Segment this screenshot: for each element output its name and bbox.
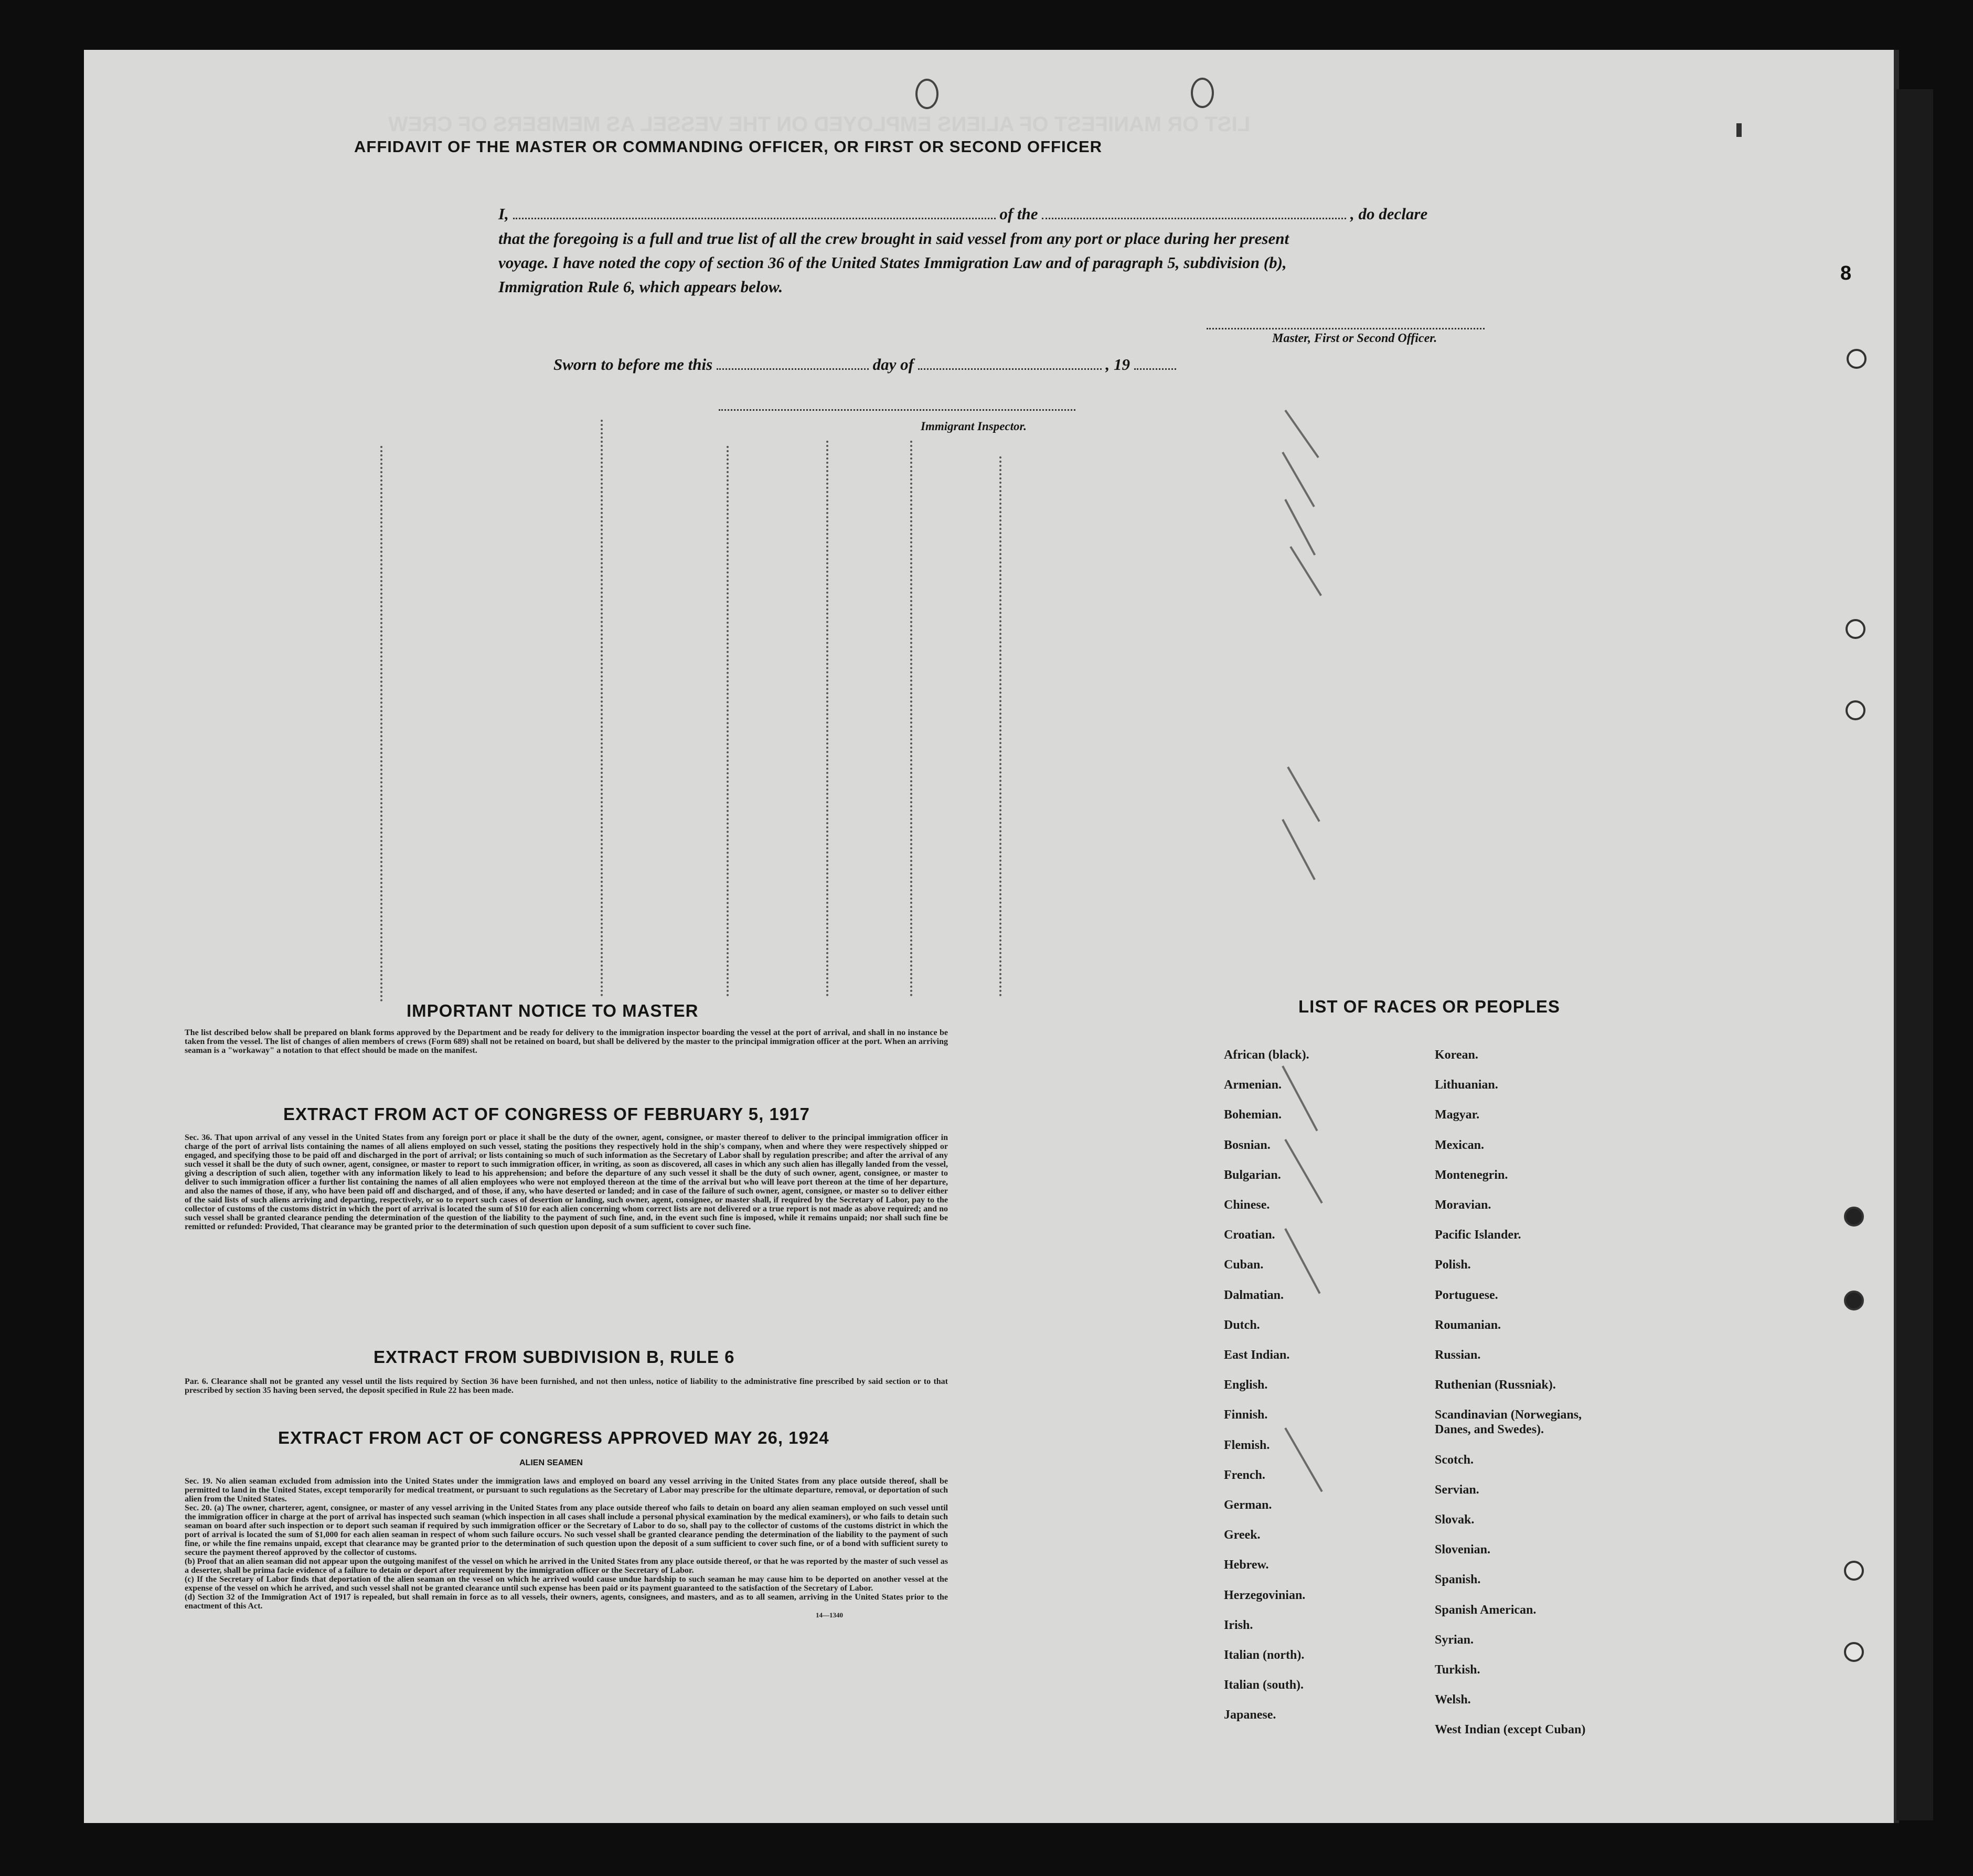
race-item: Danes, and Swedes). <box>1435 1423 1544 1437</box>
column-rule-4 <box>826 441 828 997</box>
sec-19-text: Sec. 19. No alien seaman excluded from admission into the United States under the immigration laws and employed on board any vessel arriving in the United States from any place outside thereof, shall be permitted to land in the United States, except temporarily for medical treatment, or pursuant to such regulations as the Secretary of Labor may prescribe for the ultimate departure, removal, or deportation of such alien from the United States. <box>185 1477 948 1504</box>
race-item: Dutch. <box>1224 1318 1260 1332</box>
punch-hole <box>1844 1561 1864 1581</box>
race-item: East Indian. <box>1224 1348 1290 1362</box>
race-item: Servian. <box>1435 1483 1479 1497</box>
race-item: Italian (south). <box>1224 1678 1304 1692</box>
vessel-field[interactable] <box>1042 214 1346 219</box>
race-item: German. <box>1224 1498 1272 1512</box>
day-of-text: day of <box>872 355 914 374</box>
race-item: Italian (north). <box>1224 1648 1305 1662</box>
race-item: Hebrew. <box>1224 1558 1269 1572</box>
sec-20c-text: (c) If the Secretary of Labor finds that deportation of the alien seaman on the vessel on which he arrived would cause undue hardship to such seaman he may cause him to be deported on another vessel at the expense of the vessel on which he arrived, and such vessel shall not be granted clearance until such expense has been paid or its payment guaranteed to the satisfaction of the Secretary of Labor. <box>185 1575 948 1593</box>
punch-hole <box>1844 1642 1864 1662</box>
column-rule-3 <box>727 446 729 997</box>
race-item: Irish. <box>1224 1618 1253 1632</box>
race-item: Moravian. <box>1435 1198 1491 1212</box>
race-item: Roumanian. <box>1435 1318 1501 1332</box>
race-item: Turkish. <box>1435 1663 1480 1677</box>
race-item: Spanish American. <box>1435 1603 1537 1617</box>
inspector-line[interactable] <box>719 409 1075 411</box>
sec-20a-text: Sec. 20. (a) The owner, charterer, agent, consignee, or master of any vessel arriving in the United States from any place outside thereof who fails to detain on board any alien seaman employed on such vessel until the immigration officer in charge at the port of arrival has inspected such seaman (which inspection in all cases shall include a personal physical examination by the medical examiners), or who fails to detain such seaman on board after such inspection or to deport such seaman if required by such immigration officer or the Secretary of Labor to do so, shall pay to the collector of customs of the customs district in which the port of arrival is located the sum of $1,000 for each alien seaman in respect of whom such failure occurs. No such vessel shall be granted clearance pending the determination of the liability to the payment of such fine, or while the fine remains unpaid, except that clearance may be granted prior to the determination of such question upon the deposit of a sum sufficient to cover such fine, or of a bond with sufficient surety to secure the payment thereof approved by the collector of customs. <box>185 1504 948 1557</box>
race-item: Pacific Islander. <box>1435 1228 1521 1242</box>
race-item: Lithuanian. <box>1435 1078 1498 1092</box>
extract-rule6-text: Par. 6. Clearance shall not be granted any vessel until the lists required by Section 36 have been furnished, and not then unless, notice of liability to the administrative fine prescribed by said section or to that prescribed by section 35 having been served, the deposit specified in Rule 22 has been made. <box>185 1377 948 1395</box>
affidavit-line-2: that the foregoing is a full and true list of all the crew brought in said vessel from any port or place during her present <box>498 229 1289 248</box>
race-item: Montenegrin. <box>1435 1168 1508 1182</box>
affidavit-line-1 <box>498 202 1506 226</box>
affidavit-of-the: of the <box>999 205 1038 223</box>
race-item: Cuban. <box>1224 1258 1264 1272</box>
signature-line[interactable] <box>1207 328 1485 329</box>
sworn-day-field[interactable] <box>717 364 869 370</box>
race-item: Bohemian. <box>1224 1108 1282 1122</box>
inspector-label: Immigrant Inspector. <box>921 420 1027 433</box>
race-item: Mexican. <box>1435 1138 1484 1152</box>
affidavit-i: I, <box>498 205 509 223</box>
race-item: West Indian (except Cuban) <box>1435 1723 1586 1737</box>
sec-20d-text: (d) Section 32 of the Immigration Act of 1917 is repealed, but shall remain in force as to all vessels, their owners, agents, consignees, and masters, and as to all seamen, arriving in the United States prior to the enactment of this Act. <box>185 1593 948 1611</box>
punch-hole <box>1844 1291 1864 1310</box>
race-item: Greek. <box>1224 1528 1261 1542</box>
column-rule-1 <box>380 446 382 1002</box>
race-item: Flemish. <box>1224 1438 1270 1452</box>
extract-1917-title: EXTRACT FROM ACT OF CONGRESS OF FEBRUARY 5, 1917 <box>283 1104 810 1124</box>
extract-1924-body <box>185 1477 948 1619</box>
race-item: Spanish. <box>1435 1573 1481 1587</box>
punch-hole <box>1846 619 1865 639</box>
column-rule-2 <box>601 420 603 997</box>
sworn-year-field[interactable] <box>1134 364 1176 370</box>
binding-hole-right <box>1191 78 1214 108</box>
race-item: Dalmatian. <box>1224 1288 1284 1302</box>
race-item: French. <box>1224 1468 1265 1482</box>
affidavit-line-3: voyage. I have noted the copy of section 36 of the United States Immigration Law and of paragraph 5, subdivision (b), <box>498 253 1287 272</box>
race-item: Scandinavian (Norwegians, <box>1435 1408 1582 1422</box>
race-item: African (black). <box>1224 1048 1309 1062</box>
sworn-line <box>553 353 1176 377</box>
punch-hole <box>1844 1207 1864 1227</box>
affidavit-title: AFFIDAVIT OF THE MASTER OR COMMANDING OFFICER, OR FIRST OR SECOND OFFICER <box>354 137 1103 156</box>
form-number: 14—1340 <box>816 1611 843 1619</box>
page-number: 8 <box>1840 262 1852 284</box>
bleed-through-title: LIST OR MANIFEST OF ALIENS EMPLOYED ON THE VESSEL AS MEMBERS OF CREW <box>388 113 1251 136</box>
race-item: Bosnian. <box>1224 1138 1271 1152</box>
notice-text: The list described below shall be prepared on blank forms approved by the Department and be ready for delivery to the immigration inspector boarding the vessel at the port of arrival, and shall in no instance be taken from the vessel. The list of changes of alien members of crews (Form 689) shall not be retained on board, but shall be delivered by the master to the principal immigration officer at the port. When an arriving seaman is a "workaway" a notation to that effect should be made on the manifest. <box>185 1028 948 1055</box>
race-item: Armenian. <box>1224 1078 1282 1092</box>
sec-20b-text: (b) Proof that an alien seaman did not appear upon the outgoing manifest of the vessel on which he arrived in the United States from any place outside thereof, or that he was reported by the master of such vessel as a deserter, shall be prima facie evidence of a failure to detain or deport after requirement by the immigration officer or the Secretary of Labor. <box>185 1557 948 1575</box>
race-item: Japanese. <box>1224 1708 1276 1722</box>
extract-1917-text: Sec. 36. That upon arrival of any vessel in the United States from any foreign port or place it shall be the duty of the owner, agent, consignee, or master thereof to deliver to the principal immigration officer in charge of the port of arrival lists containing the names of all aliens employed on such vessel, stating the positions they respectively hold in the ship's company, when and where they were respectively shipped or engaged, and specifying those to be paid off and discharged in the port of arrival; or lists containing so much of such information as the Secretary of Labor shall by regulation prescribe; and after the arrival of any such vessel it shall be the duty of such owner, agent, consignee, or master to report to such immigration officer, in writing, as soon as discovered, all cases in which any such alien has illegally landed from the vessel, giving a description of such alien, together with any information likely to lead to his apprehension; and before the departure of any such vessel it shall be the duty of such owner, agent, consignee, or master to deliver to such immigration officer a further list containing the names of all alien employees who were not employed thereon at the time of the arrival but who will leave port thereon at the time of her departure, and also the names of those, if any, who have been paid off and discharged, and of those, if any, who have deserted or landed; and in case of the failure of such owner, agent, consignee, or master so to deliver either of the said lists of such aliens arriving and departing, respectively, or so to report such cases of desertion or landing, such owner, agent, consignee, or master shall, if required by the Secretary of Labor, pay to the collector of customs of the customs district in which the port of arrival is located the sum of $10 for each alien concerning whom correct lists are not delivered or a true report is not made as above required; and no such vessel shall be granted clearance pending the determination of the question of the liability to the payment of such fine, and, in the event such fine is imposed, while it remains unpaid; nor shall such fine be remitted or refunded: Provided, That clearance may be granted prior to the determination of such question upon deposit of a sum sufficient to cover such fine. <box>185 1133 948 1231</box>
race-item: Slovak. <box>1435 1513 1475 1527</box>
race-item: Herzegovinian. <box>1224 1588 1306 1602</box>
race-item: Slovenian. <box>1435 1543 1491 1557</box>
year-text: , 19 <box>1105 355 1130 374</box>
sworn-text: Sworn to before me this <box>553 355 713 374</box>
punch-hole <box>1847 349 1867 369</box>
race-item: Magyar. <box>1435 1108 1480 1122</box>
underlying-sheet-edge <box>1896 89 1933 1820</box>
race-item: English. <box>1224 1378 1268 1392</box>
race-item: Portuguese. <box>1435 1288 1498 1302</box>
race-item: Welsh. <box>1435 1693 1471 1707</box>
column-rule-5 <box>910 441 912 997</box>
race-item: Croatian. <box>1224 1228 1275 1242</box>
name-field[interactable] <box>513 214 996 219</box>
race-item: Ruthenian (Russniak). <box>1435 1378 1556 1392</box>
race-item: Bulgarian. <box>1224 1168 1281 1182</box>
binding-hole-left <box>915 79 938 109</box>
notice-title: IMPORTANT NOTICE TO MASTER <box>407 1001 699 1020</box>
ink-mark <box>1736 123 1742 137</box>
race-item: Russian. <box>1435 1348 1481 1362</box>
race-item: Finnish. <box>1224 1408 1268 1422</box>
extract-rule6-title: EXTRACT FROM SUBDIVISION B, RULE 6 <box>374 1347 735 1367</box>
races-title: LIST OF RACES OR PEOPLES <box>1298 997 1560 1016</box>
punch-hole <box>1846 700 1865 720</box>
race-item: Polish. <box>1435 1258 1471 1272</box>
affidavit-line-4: Immigration Rule 6, which appears below. <box>498 278 783 296</box>
race-item: Syrian. <box>1435 1633 1474 1647</box>
sworn-month-field[interactable] <box>918 364 1102 370</box>
race-item: Korean. <box>1435 1048 1478 1062</box>
signature-label: Master, First or Second Officer. <box>1272 332 1437 345</box>
extract-1924-subtitle: ALIEN SEAMEN <box>519 1458 583 1467</box>
extract-1924-title: EXTRACT FROM ACT OF CONGRESS APPROVED MAY 26, 1924 <box>278 1428 829 1447</box>
column-rule-6 <box>999 456 1001 997</box>
affidavit-declare: , do declare <box>1350 205 1428 223</box>
race-item: Chinese. <box>1224 1198 1270 1212</box>
race-item: Scotch. <box>1435 1453 1474 1467</box>
